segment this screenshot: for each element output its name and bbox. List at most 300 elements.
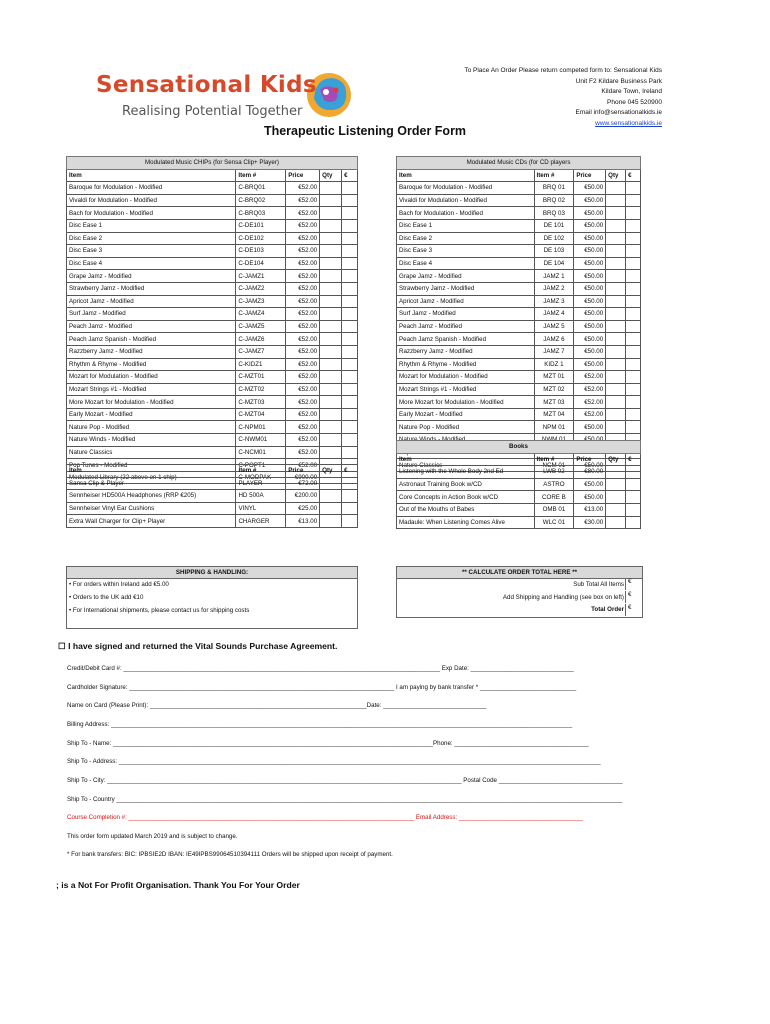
qty-input[interactable] bbox=[606, 295, 626, 308]
item-price: €50.00 bbox=[574, 282, 606, 295]
item-name: Rhythm & Rhyme - Modified bbox=[397, 358, 535, 371]
item-price: €72.00 bbox=[286, 477, 320, 490]
table-row bbox=[397, 295, 641, 308]
item-price: €52.00 bbox=[286, 421, 320, 434]
item-price: €50.00 bbox=[574, 245, 606, 258]
line-total[interactable] bbox=[342, 333, 358, 346]
qty-input[interactable] bbox=[320, 308, 342, 321]
ship-country-field[interactable]: Ship To - Country ___________________________________________________________________________________________________________________________________________________ bbox=[67, 796, 623, 803]
item-name: Disc Ease 3 bbox=[67, 245, 236, 258]
line-total[interactable] bbox=[626, 194, 641, 207]
item-price: €50.00 bbox=[574, 257, 606, 270]
line-total[interactable] bbox=[626, 245, 641, 258]
table-title: Modulated Music CHIPs (for Sensa Clip+ Player) bbox=[67, 157, 358, 170]
line-total[interactable] bbox=[342, 434, 358, 447]
table-row bbox=[397, 421, 641, 434]
shipping-line: • For International shipments, please contact us for shipping costs bbox=[69, 607, 250, 614]
item-name: Disc Ease 3 bbox=[397, 245, 535, 258]
item-code: DE 101 bbox=[534, 219, 574, 232]
item-code: C-MODPAK bbox=[236, 471, 286, 484]
line-total[interactable] bbox=[626, 320, 641, 333]
item-name: Nature Pop - Modified bbox=[397, 421, 535, 434]
contact-line: Email info@sensationalkids.ie bbox=[575, 109, 662, 116]
item-price: €50.00 bbox=[574, 207, 606, 220]
qty-input[interactable] bbox=[320, 207, 342, 220]
line-total[interactable] bbox=[342, 345, 358, 358]
item-price: €80.00 bbox=[574, 466, 606, 479]
qty-input[interactable] bbox=[320, 333, 342, 346]
col-header: Item # bbox=[534, 453, 574, 466]
contact-line: Phone 045 520900 bbox=[607, 98, 662, 106]
updated-note: This order form updated March 2019 and is subject to change. bbox=[67, 833, 238, 840]
line-total[interactable] bbox=[342, 182, 358, 195]
table-row bbox=[397, 320, 641, 333]
line-total[interactable] bbox=[626, 308, 641, 321]
item-name: Bach for Modulation - Modified bbox=[397, 207, 535, 220]
qty-input[interactable] bbox=[606, 282, 626, 295]
item-name: Vivaldi for Modulation - Modified bbox=[67, 194, 236, 207]
qty-input[interactable] bbox=[320, 371, 342, 384]
qty-input[interactable] bbox=[606, 358, 626, 371]
col-header: Qty bbox=[606, 169, 626, 182]
item-code: C-DE101 bbox=[236, 219, 286, 232]
line-total[interactable] bbox=[342, 282, 358, 295]
qty-input[interactable] bbox=[320, 295, 342, 308]
item-price: €50.00 bbox=[574, 194, 606, 207]
agreement-checkbox[interactable]: ☐ I have signed and returned the Vital Sounds Purchase Agreement. bbox=[58, 641, 338, 651]
qty-input[interactable] bbox=[320, 383, 342, 396]
col-header: Item # bbox=[534, 169, 574, 182]
item-code: OMB 01 bbox=[534, 503, 574, 516]
contact-line: To Place An Order Please return competed form to: Sensational Kids bbox=[464, 67, 662, 74]
website-link[interactable]: www.sensationalkids.ie bbox=[595, 119, 662, 127]
item-name: Disc Ease 4 bbox=[67, 257, 236, 270]
item-name: Disc Ease 2 bbox=[397, 232, 535, 245]
table-row bbox=[67, 502, 358, 515]
item-code: C-BRQ03 bbox=[236, 207, 286, 220]
item-name: Mozart for Modulation - Modified bbox=[397, 371, 535, 384]
qty-input[interactable] bbox=[320, 477, 342, 490]
item-name: Disc Ease 1 bbox=[397, 219, 535, 232]
line-total[interactable] bbox=[626, 270, 641, 283]
qty-input[interactable] bbox=[320, 219, 342, 232]
item-name: Madaule: When Listening Comes Alive bbox=[397, 516, 535, 529]
item-code: C-JAMZ1 bbox=[236, 270, 286, 283]
item-price: €52.00 bbox=[286, 383, 320, 396]
line-total[interactable] bbox=[342, 295, 358, 308]
item-code: C-MZT03 bbox=[236, 396, 286, 409]
item-code: BRQ 03 bbox=[534, 207, 574, 220]
item-name: Peach Jamz - Modified bbox=[397, 320, 535, 333]
line-total[interactable] bbox=[626, 257, 641, 270]
item-name: Strawberry Jamz - Modified bbox=[397, 282, 535, 295]
qty-input[interactable] bbox=[606, 207, 626, 220]
item-name: Apricot Jamz - Modified bbox=[67, 295, 236, 308]
item-name: Rhythm & Rhyme - Modified bbox=[67, 358, 236, 371]
line-total[interactable] bbox=[342, 408, 358, 421]
table-row bbox=[67, 396, 358, 409]
item-name: Grape Jamz - Modified bbox=[67, 270, 236, 283]
item-code: ASTRO bbox=[534, 478, 574, 491]
item-code: C-MZT04 bbox=[236, 408, 286, 421]
ship-city-field[interactable]: Ship To - City: _______________________________________________________________________________________________________ Postal Code ____________________________________ bbox=[67, 777, 623, 784]
item-name: Apricot Jamz - Modified bbox=[397, 295, 535, 308]
table-row bbox=[67, 245, 358, 258]
line-total[interactable] bbox=[342, 515, 358, 528]
item-name: Disc Ease 4 bbox=[397, 257, 535, 270]
qty-input[interactable] bbox=[320, 257, 342, 270]
line-total[interactable] bbox=[626, 345, 641, 358]
item-price: €52.00 bbox=[574, 396, 606, 409]
item-price: €50.00 bbox=[574, 270, 606, 283]
item-price: €52.00 bbox=[286, 320, 320, 333]
item-name: Early Mozart - Modified bbox=[67, 408, 236, 421]
line-total[interactable] bbox=[342, 358, 358, 371]
item-price: €50.00 bbox=[574, 421, 606, 434]
qty-input[interactable] bbox=[320, 421, 342, 434]
item-code: DE 103 bbox=[534, 245, 574, 258]
line-total[interactable] bbox=[626, 503, 641, 516]
item-code: C-BRQ01 bbox=[236, 182, 286, 195]
qty-input[interactable] bbox=[606, 308, 626, 321]
item-code: MZT 03 bbox=[534, 396, 574, 409]
card-name-field[interactable]: Name on Card (Please Print): _______________________________________________________________Date: ______________________________ bbox=[67, 702, 487, 709]
item-code: WLC 01 bbox=[534, 516, 574, 529]
qty-input[interactable] bbox=[606, 270, 626, 283]
table-row bbox=[397, 466, 641, 479]
line-total[interactable] bbox=[342, 308, 358, 321]
item-code: JAMZ 3 bbox=[534, 295, 574, 308]
item-name: Surf Jamz - Modified bbox=[67, 308, 236, 321]
item-price: €50.00 bbox=[574, 333, 606, 346]
qty-input[interactable] bbox=[606, 232, 626, 245]
qty-input[interactable] bbox=[320, 408, 342, 421]
item-name: Astronaut Training Book w/CD bbox=[397, 478, 535, 491]
item-price: €52.00 bbox=[286, 396, 320, 409]
table-row bbox=[67, 257, 358, 270]
col-header: Item # bbox=[236, 169, 286, 182]
table-row bbox=[397, 257, 641, 270]
table-title: Modulated Music CDs (for CD players bbox=[397, 157, 641, 170]
qty-input[interactable] bbox=[606, 421, 626, 434]
table-row bbox=[397, 270, 641, 283]
table-row bbox=[397, 232, 641, 245]
subtotal-field[interactable]: € bbox=[625, 578, 642, 590]
item-name: More Mozart for Modulation - Modified bbox=[397, 396, 535, 409]
ship-name-field[interactable]: Ship To - Name: _____________________________________________________________________________________________Phone: _______________________________________ bbox=[67, 740, 589, 747]
item-name: Disc Ease 2 bbox=[67, 232, 236, 245]
item-price: €52.00 bbox=[286, 282, 320, 295]
line-total[interactable] bbox=[626, 219, 641, 232]
line-total[interactable] bbox=[342, 257, 358, 270]
item-name: Surf Jamz - Modified bbox=[397, 308, 535, 321]
shipping-label: Add Shipping and Handling (see box on left) bbox=[502, 594, 624, 601]
item-price: €50.00 bbox=[574, 320, 606, 333]
item-name: Out of the Mouths of Babes bbox=[397, 503, 535, 516]
qty-input[interactable] bbox=[320, 320, 342, 333]
line-total[interactable] bbox=[342, 396, 358, 409]
item-price: €52.00 bbox=[286, 308, 320, 321]
item-price: €52.00 bbox=[286, 358, 320, 371]
item-price: €50.00 bbox=[574, 232, 606, 245]
line-total[interactable] bbox=[626, 396, 641, 409]
line-total[interactable] bbox=[626, 358, 641, 371]
qty-input[interactable] bbox=[320, 345, 342, 358]
qty-input[interactable] bbox=[606, 333, 626, 346]
ship-address-field[interactable]: Ship To - Address: ____________________________________________________________________________________________________________________________________________ bbox=[67, 758, 601, 765]
item-name: Extra Wall Charger for Clip+ Player bbox=[67, 515, 236, 528]
line-total[interactable] bbox=[626, 383, 641, 396]
item-code: NCM 01 bbox=[534, 459, 574, 472]
item-name: Early Mozart - Modified bbox=[397, 408, 535, 421]
total-field[interactable]: € bbox=[625, 604, 642, 616]
item-name: Nature Pop - Modified bbox=[67, 421, 236, 434]
col-header: Price bbox=[286, 169, 320, 182]
table-row bbox=[67, 270, 358, 283]
line-total[interactable] bbox=[626, 516, 641, 529]
line-total[interactable] bbox=[626, 478, 641, 491]
line-total[interactable] bbox=[626, 371, 641, 384]
item-code: CORE B bbox=[534, 491, 574, 504]
line-total[interactable] bbox=[626, 282, 641, 295]
line-total[interactable] bbox=[626, 491, 641, 504]
col-header: € bbox=[342, 465, 358, 478]
item-code: C-JAMZ2 bbox=[236, 282, 286, 295]
line-total[interactable] bbox=[626, 421, 641, 434]
col-header: Price bbox=[286, 465, 320, 478]
item-code: LWB 02 bbox=[534, 466, 574, 479]
item-code: JAMZ 1 bbox=[534, 270, 574, 283]
qty-input[interactable] bbox=[606, 371, 626, 384]
qty-input[interactable] bbox=[606, 182, 626, 195]
table-row bbox=[397, 219, 641, 232]
line-total[interactable] bbox=[342, 207, 358, 220]
item-price: €200.00 bbox=[286, 490, 320, 503]
table-row bbox=[67, 477, 358, 490]
qty-input[interactable] bbox=[320, 245, 342, 258]
table-row bbox=[397, 491, 641, 504]
item-price: €52.00 bbox=[286, 232, 320, 245]
shipping-line: • Orders to the UK add €10 bbox=[69, 594, 144, 601]
line-total[interactable] bbox=[342, 490, 358, 503]
item-code: KIDZ 1 bbox=[534, 358, 574, 371]
shipping-title: SHIPPING & HANDLING: bbox=[67, 567, 357, 579]
qty-input[interactable] bbox=[606, 478, 626, 491]
table-row bbox=[67, 421, 358, 434]
qty-input[interactable] bbox=[606, 219, 626, 232]
cd-table bbox=[396, 156, 641, 472]
item-name: Bach for Modulation - Modified bbox=[67, 207, 236, 220]
item-price: €52.00 bbox=[286, 219, 320, 232]
item-price: €52.00 bbox=[286, 257, 320, 270]
item-code: DE 104 bbox=[534, 257, 574, 270]
line-total[interactable] bbox=[626, 408, 641, 421]
qty-input[interactable] bbox=[320, 396, 342, 409]
col-header: Qty bbox=[606, 453, 626, 466]
item-name: Nature Winds - Modified bbox=[67, 434, 236, 447]
table-title: Books bbox=[397, 441, 641, 454]
line-total[interactable] bbox=[342, 219, 358, 232]
item-name: More Mozart for Modulation - Modified bbox=[67, 396, 236, 409]
line-total[interactable] bbox=[626, 232, 641, 245]
card-number-field[interactable]: Credit/Debit Card #: ____________________________________________________________________________________________ Exp Date: ______________________________ bbox=[67, 665, 574, 672]
line-total[interactable] bbox=[342, 383, 358, 396]
signature-field[interactable]: Cardholder Signature: _____________________________________________________________________________ I am paying by bank transfer * ____________________________ bbox=[67, 684, 577, 691]
qty-input[interactable] bbox=[320, 446, 342, 459]
subtotal-label: Sub Total All Items bbox=[573, 581, 624, 588]
item-code: MZT 01 bbox=[534, 371, 574, 384]
table-row bbox=[397, 408, 641, 421]
billing-address-field[interactable]: Billing Address: ______________________________________________________________________________________________________________________________________ bbox=[67, 721, 573, 728]
col-header: Item bbox=[397, 453, 535, 466]
qty-input[interactable] bbox=[320, 182, 342, 195]
qty-input[interactable] bbox=[606, 383, 626, 396]
table-row bbox=[67, 490, 358, 503]
item-code: JAMZ 5 bbox=[534, 320, 574, 333]
page-title: Therapeutic Listening Order Form bbox=[263, 124, 467, 138]
line-total[interactable] bbox=[626, 182, 641, 195]
item-price: €52.00 bbox=[286, 345, 320, 358]
contact-line: Unit F2 Kildare Business Park bbox=[575, 77, 662, 85]
totals-title: ** CALCULATE ORDER TOTAL HERE ** bbox=[397, 567, 642, 579]
table-row bbox=[397, 207, 641, 220]
line-total[interactable] bbox=[626, 295, 641, 308]
qty-input[interactable] bbox=[606, 503, 626, 516]
table-row bbox=[67, 358, 358, 371]
item-name: Strawberry Jamz - Modified bbox=[67, 282, 236, 295]
item-code: JAMZ 6 bbox=[534, 333, 574, 346]
item-code: VINYL bbox=[236, 502, 286, 515]
line-total[interactable] bbox=[342, 446, 358, 459]
qty-input[interactable] bbox=[606, 491, 626, 504]
course-completion-field[interactable]: Course Completion #: ___________________________________________________________________________________ Email Address: ____________________________________ bbox=[67, 814, 583, 821]
table-row bbox=[397, 333, 641, 346]
item-name: Mozart Strings #1 - Modified bbox=[397, 383, 535, 396]
qty-input[interactable] bbox=[320, 270, 342, 283]
total-label: Total Order bbox=[591, 606, 624, 613]
item-code: C-KIDZ1 bbox=[236, 358, 286, 371]
item-code: NPM 01 bbox=[534, 421, 574, 434]
item-code: C-NCM01 bbox=[236, 446, 286, 459]
item-name: Sennheiser HD500A Headphones (RRP €205) bbox=[67, 490, 236, 503]
equipment-table bbox=[66, 464, 358, 528]
qty-input[interactable] bbox=[606, 516, 626, 529]
col-header: € bbox=[626, 453, 641, 466]
item-code: CHARGER bbox=[236, 515, 286, 528]
item-code: C-MZT01 bbox=[236, 371, 286, 384]
item-name: Baroque for Modulation - Modified bbox=[397, 182, 535, 195]
table-row bbox=[67, 295, 358, 308]
item-code: C-DE102 bbox=[236, 232, 286, 245]
item-name: Sennheiser Vinyl Ear Cushions bbox=[67, 502, 236, 515]
table-row bbox=[397, 478, 641, 491]
col-header: Price bbox=[574, 169, 606, 182]
item-price: €50.00 bbox=[574, 182, 606, 195]
item-price: €52.00 bbox=[286, 459, 320, 472]
item-name: Nature Classics bbox=[67, 446, 236, 459]
line-total[interactable] bbox=[626, 207, 641, 220]
item-code: C-POPT1 bbox=[236, 459, 286, 472]
item-price: €52.00 bbox=[286, 270, 320, 283]
table-row bbox=[397, 194, 641, 207]
item-name: Core Concepts in Action Book w/CD bbox=[397, 491, 535, 504]
item-code: C-DE103 bbox=[236, 245, 286, 258]
qty-input[interactable] bbox=[606, 257, 626, 270]
table-row bbox=[67, 182, 358, 195]
table-row bbox=[397, 282, 641, 295]
item-price: €52.00 bbox=[286, 446, 320, 459]
qty-input[interactable] bbox=[320, 502, 342, 515]
line-total[interactable] bbox=[342, 245, 358, 258]
item-code: C-JAMZ4 bbox=[236, 308, 286, 321]
item-price: €50.00 bbox=[574, 478, 606, 491]
qty-input[interactable] bbox=[320, 358, 342, 371]
chips-table bbox=[66, 156, 358, 484]
line-total[interactable] bbox=[342, 371, 358, 384]
item-code: JAMZ 4 bbox=[534, 308, 574, 321]
line-total[interactable] bbox=[626, 466, 641, 479]
line-total[interactable] bbox=[342, 194, 358, 207]
item-price: €52.00 bbox=[286, 207, 320, 220]
item-name: Razzberry Jamz - Modified bbox=[67, 345, 236, 358]
item-code: JAMZ 2 bbox=[534, 282, 574, 295]
line-total[interactable] bbox=[626, 333, 641, 346]
qty-input[interactable] bbox=[606, 408, 626, 421]
contact-line: Kildare Town, Ireland bbox=[601, 88, 662, 95]
line-total[interactable] bbox=[342, 502, 358, 515]
col-header: Qty bbox=[320, 465, 342, 478]
qty-input[interactable] bbox=[320, 490, 342, 503]
col-header: Item bbox=[397, 169, 535, 182]
item-code: C-JAMZ6 bbox=[236, 333, 286, 346]
line-total[interactable] bbox=[342, 270, 358, 283]
item-price: €13.00 bbox=[286, 515, 320, 528]
item-price: €52.00 bbox=[286, 194, 320, 207]
qty-input[interactable] bbox=[606, 320, 626, 333]
item-code: C-BRQ02 bbox=[236, 194, 286, 207]
qty-input[interactable] bbox=[606, 466, 626, 479]
qty-input[interactable] bbox=[320, 282, 342, 295]
item-price: €52.00 bbox=[574, 371, 606, 384]
qty-input[interactable] bbox=[320, 232, 342, 245]
table-row bbox=[67, 434, 358, 447]
col-header: € bbox=[626, 169, 641, 182]
line-total[interactable] bbox=[342, 232, 358, 245]
item-name: Sansa Clip & Player bbox=[67, 477, 236, 490]
line-total[interactable] bbox=[342, 320, 358, 333]
item-price: €50.00 bbox=[574, 219, 606, 232]
qty-input[interactable] bbox=[320, 434, 342, 447]
qty-input[interactable] bbox=[606, 245, 626, 258]
item-price: €50.00 bbox=[574, 459, 606, 472]
line-total[interactable] bbox=[342, 477, 358, 490]
line-total[interactable] bbox=[342, 421, 358, 434]
item-price: €900.00 bbox=[286, 471, 320, 484]
bank-note: * For bank transfers: BIC: IPBSIE2D IBAN: IE49IPBS99064510394111 Orders will be shipped upon receipt of payment. bbox=[67, 851, 393, 858]
item-price: €52.00 bbox=[574, 383, 606, 396]
qty-input[interactable] bbox=[606, 194, 626, 207]
qty-input[interactable] bbox=[606, 345, 626, 358]
qty-input[interactable] bbox=[320, 515, 342, 528]
item-price: €52.00 bbox=[286, 182, 320, 195]
table-row bbox=[67, 194, 358, 207]
footer-text: ; is a Not For Profit Organisation. Thank You For Your Order bbox=[56, 880, 300, 890]
qty-input[interactable] bbox=[606, 396, 626, 409]
item-name: Peach Jamz - Modified bbox=[67, 320, 236, 333]
item-price: €52.00 bbox=[286, 408, 320, 421]
qty-input[interactable] bbox=[320, 194, 342, 207]
shipping-field[interactable]: € bbox=[625, 591, 642, 603]
